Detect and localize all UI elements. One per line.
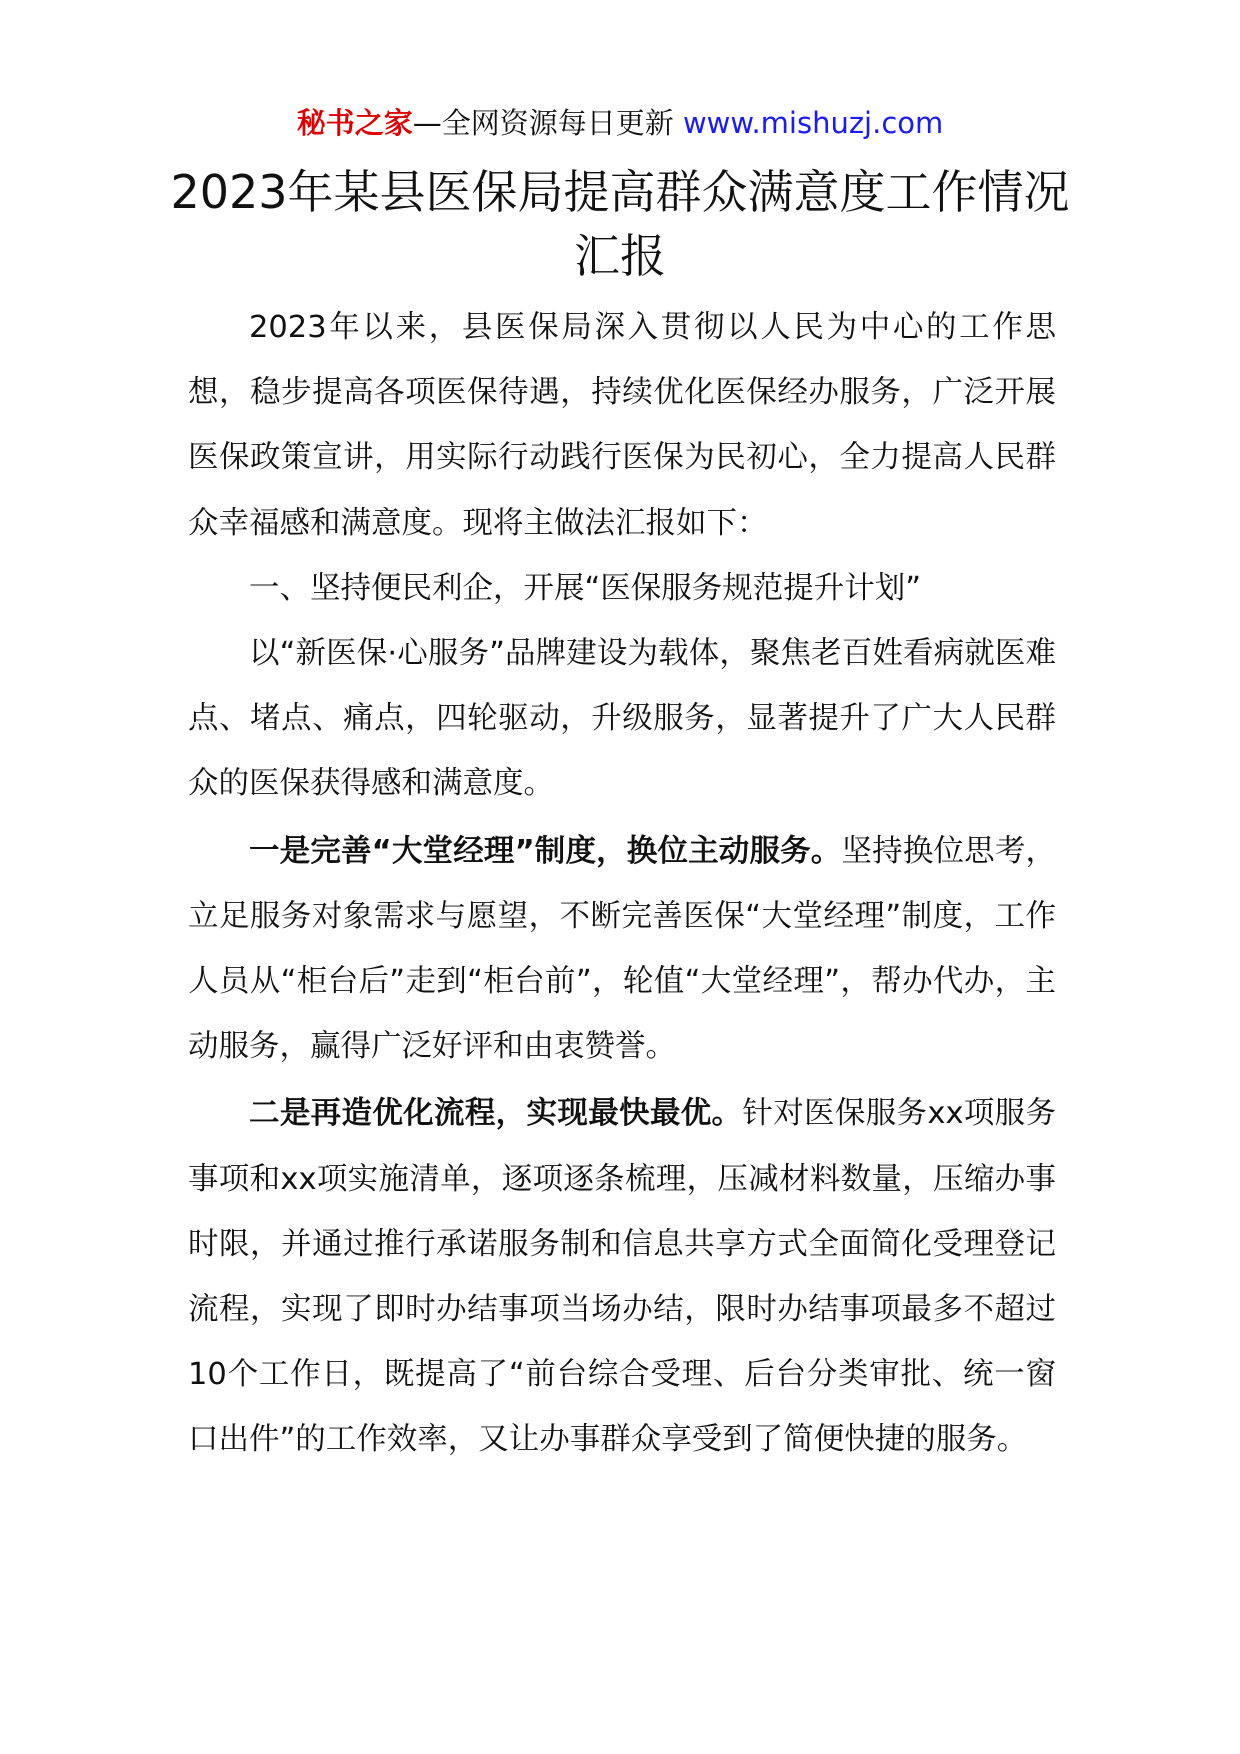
- item-text-1: 坚持换位思考，立足服务对象需求与愿望，不断完善医保“大堂经理”制度，工作人员从“柜台后”走到“柜台前”，轮值“大堂经理”，帮办代办，主动服务，赢得广泛好评和由衷赞誉。: [188, 833, 1057, 1065]
- item-paragraph-1: [188, 819, 1056, 1080]
- item-lead-2: 二是再造优化流程，实现最快最优。: [249, 1096, 743, 1132]
- item-text-2: 针对医保服务xx项服务事项和xx项实施清单，逐项逐条梳理，压减材料数量，压缩办事时限，并通过推行承诺服务制和信息共享方式全面简化受理登记流程，实现了即时办结事项当场办结，限时办结事项最多不超过10个工作日，既提高了“前台综合受理、后台分类审批、统一窗口出件”的工作效率，又让办事群众享受到了简便快捷的服务。: [188, 1096, 1056, 1458]
- document-body: [188, 295, 1056, 1473]
- site-url-link[interactable]: www.mishuzj.com: [682, 106, 944, 140]
- item-paragraph-2: [188, 1081, 1056, 1472]
- site-banner: [0, 103, 1240, 143]
- section-intro-paragraph: 以“新医保·心服务”品牌建设为载体，聚焦老百姓看病就医难点、堵点、痛点，四轮驱动，升级服务，显著提升了广大人民群众的医保获得感和满意度。: [188, 636, 1056, 802]
- banner-slogan: —全网资源每日更新: [412, 106, 674, 140]
- intro-paragraph: 2023年以来，县医保局深入贯彻以人民为中心的工作思想，稳步提高各项医保待遇，持续优化医保经办服务，广泛开展医保政策宣讲，用实际行动践行医保为民初心，全力提高人民群众幸福感和满意度。现将主做法汇报如下：: [188, 310, 1056, 541]
- brand-name: 秘书之家: [296, 106, 413, 140]
- section-heading: 一、坚持便民利企，开展“医保服务规范提升计划”: [249, 570, 922, 606]
- item-lead-1: 一是完善“大堂经理”制度，换位主动服务。: [249, 833, 842, 869]
- document-title: 2023年某县医保局提高群众满意度工作情况汇报: [170, 165, 1070, 283]
